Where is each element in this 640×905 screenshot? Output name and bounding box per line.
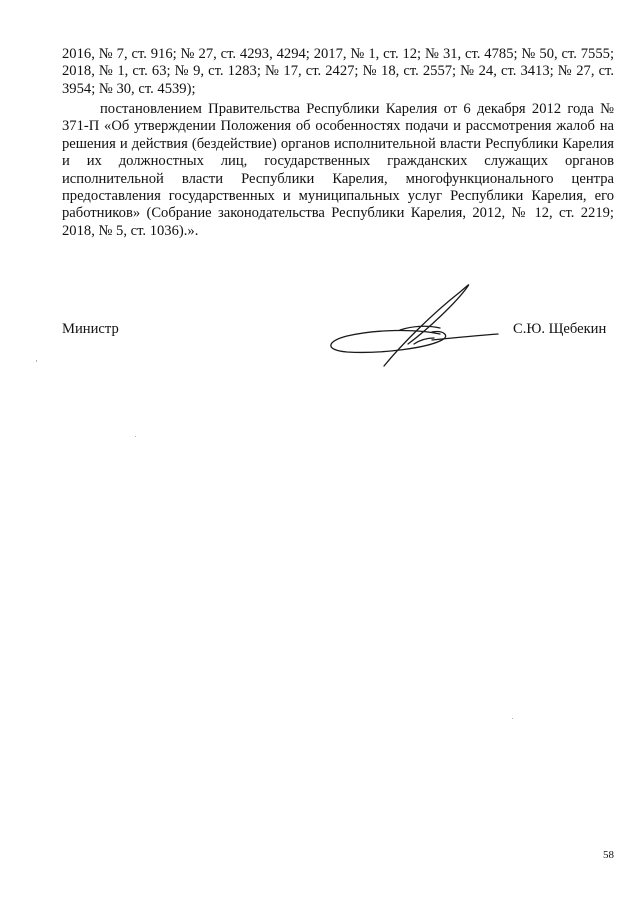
handwritten-signature-icon [322,274,502,368]
scan-speck [512,718,513,719]
signature-block [0,310,640,370]
page-number: 58 [603,849,614,861]
signer-position: Министр [62,321,119,337]
signer-name: С.Ю. Щебекин [513,321,607,337]
paragraph-resolution-reference: постановлением Правительства Республики Карелия от 6 декабря 2012 года № 371-П «Об утверждении Положения об особенностях подачи и рассмотрения жалоб на решения и действия (бездействие) органов исполнительной власти Республики Карелия и их должностных лиц, государственных гражданских служащих органов исполнительной власти Республики Карелия, многофункционального центра предоставления государственных и муниципальных услуг Республики Карелия, его работников» (Собрание законодательства Республики Карелия, 2012, № 12, ст. 2219; 2018, № 5, ст. 1036).». [62,101,614,239]
scan-speck [135,436,136,437]
scan-speck [36,360,37,362]
paragraph-continuation: 2016, № 7, ст. 916; № 27, ст. 4293, 4294; 2017, № 1, ст. 12; № 31, ст. 4785; № 50, ст. 7555; 2018, № 1, ст. 63; № 9, ст. 1283; № 17, ст. 2427; № 18, ст. 2557; № 24, ст. 3413; № 27, ст. 3954; № 30, ст. 4539); [62,46,614,97]
